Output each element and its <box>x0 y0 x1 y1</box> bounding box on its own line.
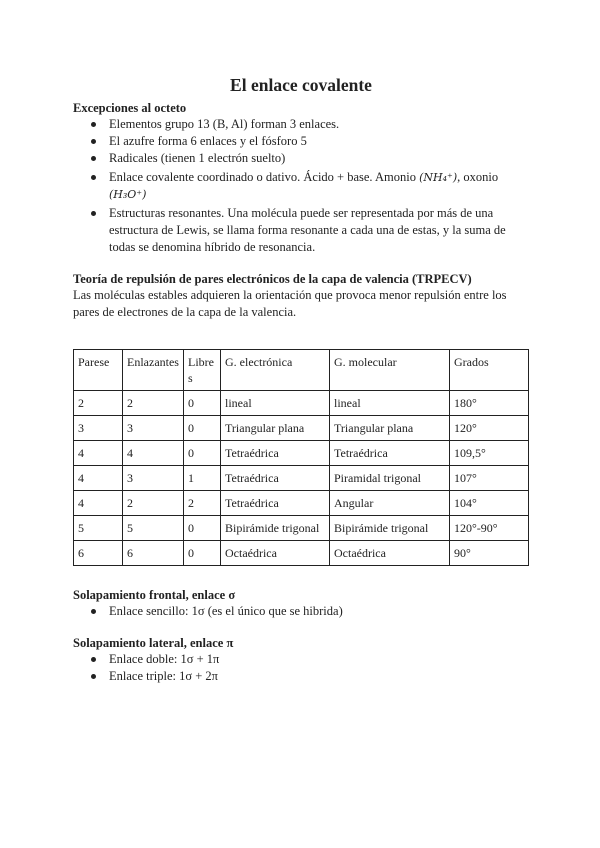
table-cell: 104° <box>450 491 529 516</box>
column-header: G. electrónica <box>221 350 330 391</box>
list-item: Enlace covalente coordinado o dativo. Ácido + base. Amonio (NH₄⁺), oxonio (H₃O⁺) <box>109 169 529 203</box>
table-cell: 6 <box>74 541 123 566</box>
lateral-overlap-list <box>73 651 529 685</box>
list-item: El azufre forma 6 enlaces y el fósforo 5 <box>109 133 529 150</box>
table-cell: Tetraédrica <box>221 441 330 466</box>
table-cell: 6 <box>123 541 184 566</box>
table-cell: 2 <box>123 391 184 416</box>
table-cell: 0 <box>184 441 221 466</box>
table-cell: 109,5° <box>450 441 529 466</box>
section-heading-trpecv: Teoría de repulsión de pares electrónicos de la capa de valencia (TRPECV) <box>73 272 472 286</box>
column-header: Grados <box>450 350 529 391</box>
list-item: Estructuras resonantes. Una molécula puede ser representada por más de una estructura de Lewis, se llama forma resonante a cada una de estas, y la suma de todas se denomina híbrido de resonancia. <box>109 205 529 256</box>
list-item: Enlace sencillo: 1σ (es el único que se hibrida) <box>109 603 529 620</box>
table-cell: 5 <box>74 516 123 541</box>
table-cell: lineal <box>330 391 450 416</box>
column-header: Libres <box>184 350 221 391</box>
table-cell: Octaédrica <box>330 541 450 566</box>
table-cell: Tetraédrica <box>221 491 330 516</box>
table-cell: Triangular plana <box>221 416 330 441</box>
table-cell: 0 <box>184 516 221 541</box>
table-cell: 2 <box>184 491 221 516</box>
table-row <box>74 441 529 466</box>
table-cell: 4 <box>74 466 123 491</box>
table-row <box>74 391 529 416</box>
page-title: El enlace covalente <box>230 75 372 95</box>
table-cell: 0 <box>184 416 221 441</box>
table-cell: lineal <box>221 391 330 416</box>
table-cell: 4 <box>123 441 184 466</box>
table-cell: Piramidal trigonal <box>330 466 450 491</box>
table-header-row <box>74 350 529 391</box>
list-item: Elementos grupo 13 (B, Al) forman 3 enlaces. <box>109 116 529 133</box>
table-cell: Tetraédrica <box>330 441 450 466</box>
document-page <box>73 74 529 685</box>
table-cell: 1 <box>184 466 221 491</box>
table-cell: 3 <box>74 416 123 441</box>
column-header: G. molecular <box>330 350 450 391</box>
table-cell: 5 <box>123 516 184 541</box>
table-cell: 3 <box>123 466 184 491</box>
list-item: Enlace doble: 1σ + 1π <box>109 651 529 668</box>
table-row <box>74 491 529 516</box>
table-cell: 2 <box>123 491 184 516</box>
table-cell: Angular <box>330 491 450 516</box>
table-cell: 107° <box>450 466 529 491</box>
column-header: Parese <box>74 350 123 391</box>
table-cell: 4 <box>74 491 123 516</box>
table-cell: Triangular plana <box>330 416 450 441</box>
table-row <box>74 516 529 541</box>
frontal-overlap-list <box>73 603 529 620</box>
table-cell: 3 <box>123 416 184 441</box>
table-cell: 120°-90° <box>450 516 529 541</box>
table-cell: 120° <box>450 416 529 441</box>
section-heading-octet-exceptions: Excepciones al octeto <box>73 101 187 115</box>
table-row <box>74 466 529 491</box>
section-heading-lateral-overlap: Solapamiento lateral, enlace π <box>73 636 234 650</box>
list-item: Enlace triple: 1σ + 2π <box>109 668 529 685</box>
table-cell: 90° <box>450 541 529 566</box>
table-cell: 4 <box>74 441 123 466</box>
table-body <box>74 391 529 566</box>
table-row <box>74 416 529 441</box>
table-row <box>74 541 529 566</box>
octet-exceptions-list <box>73 116 529 256</box>
table-cell: 0 <box>184 391 221 416</box>
table-cell: 2 <box>74 391 123 416</box>
table-cell: Tetraédrica <box>221 466 330 491</box>
column-header: Enlazantes <box>123 350 184 391</box>
table-cell: Octaédrica <box>221 541 330 566</box>
table-cell: 0 <box>184 541 221 566</box>
table-cell: 180° <box>450 391 529 416</box>
trpecv-paragraph: Las moléculas estables adquieren la orientación que provoca menor repulsión entre los pares de electrones de la capa de la valencia. <box>73 288 507 319</box>
oxonium-label: , oxonio <box>457 170 499 184</box>
oxonium-formula: (H₃O⁺) <box>109 188 147 201</box>
section-heading-frontal-overlap: Solapamiento frontal, enlace σ <box>73 588 236 602</box>
table-cell: Bipirámide trigonal <box>221 516 330 541</box>
list-item: Radicales (tienen 1 electrón suelto) <box>109 150 529 167</box>
geometry-table <box>73 349 529 566</box>
ammonium-formula: (NH₄⁺) <box>419 171 458 184</box>
table-cell: Bipirámide trigonal <box>330 516 450 541</box>
